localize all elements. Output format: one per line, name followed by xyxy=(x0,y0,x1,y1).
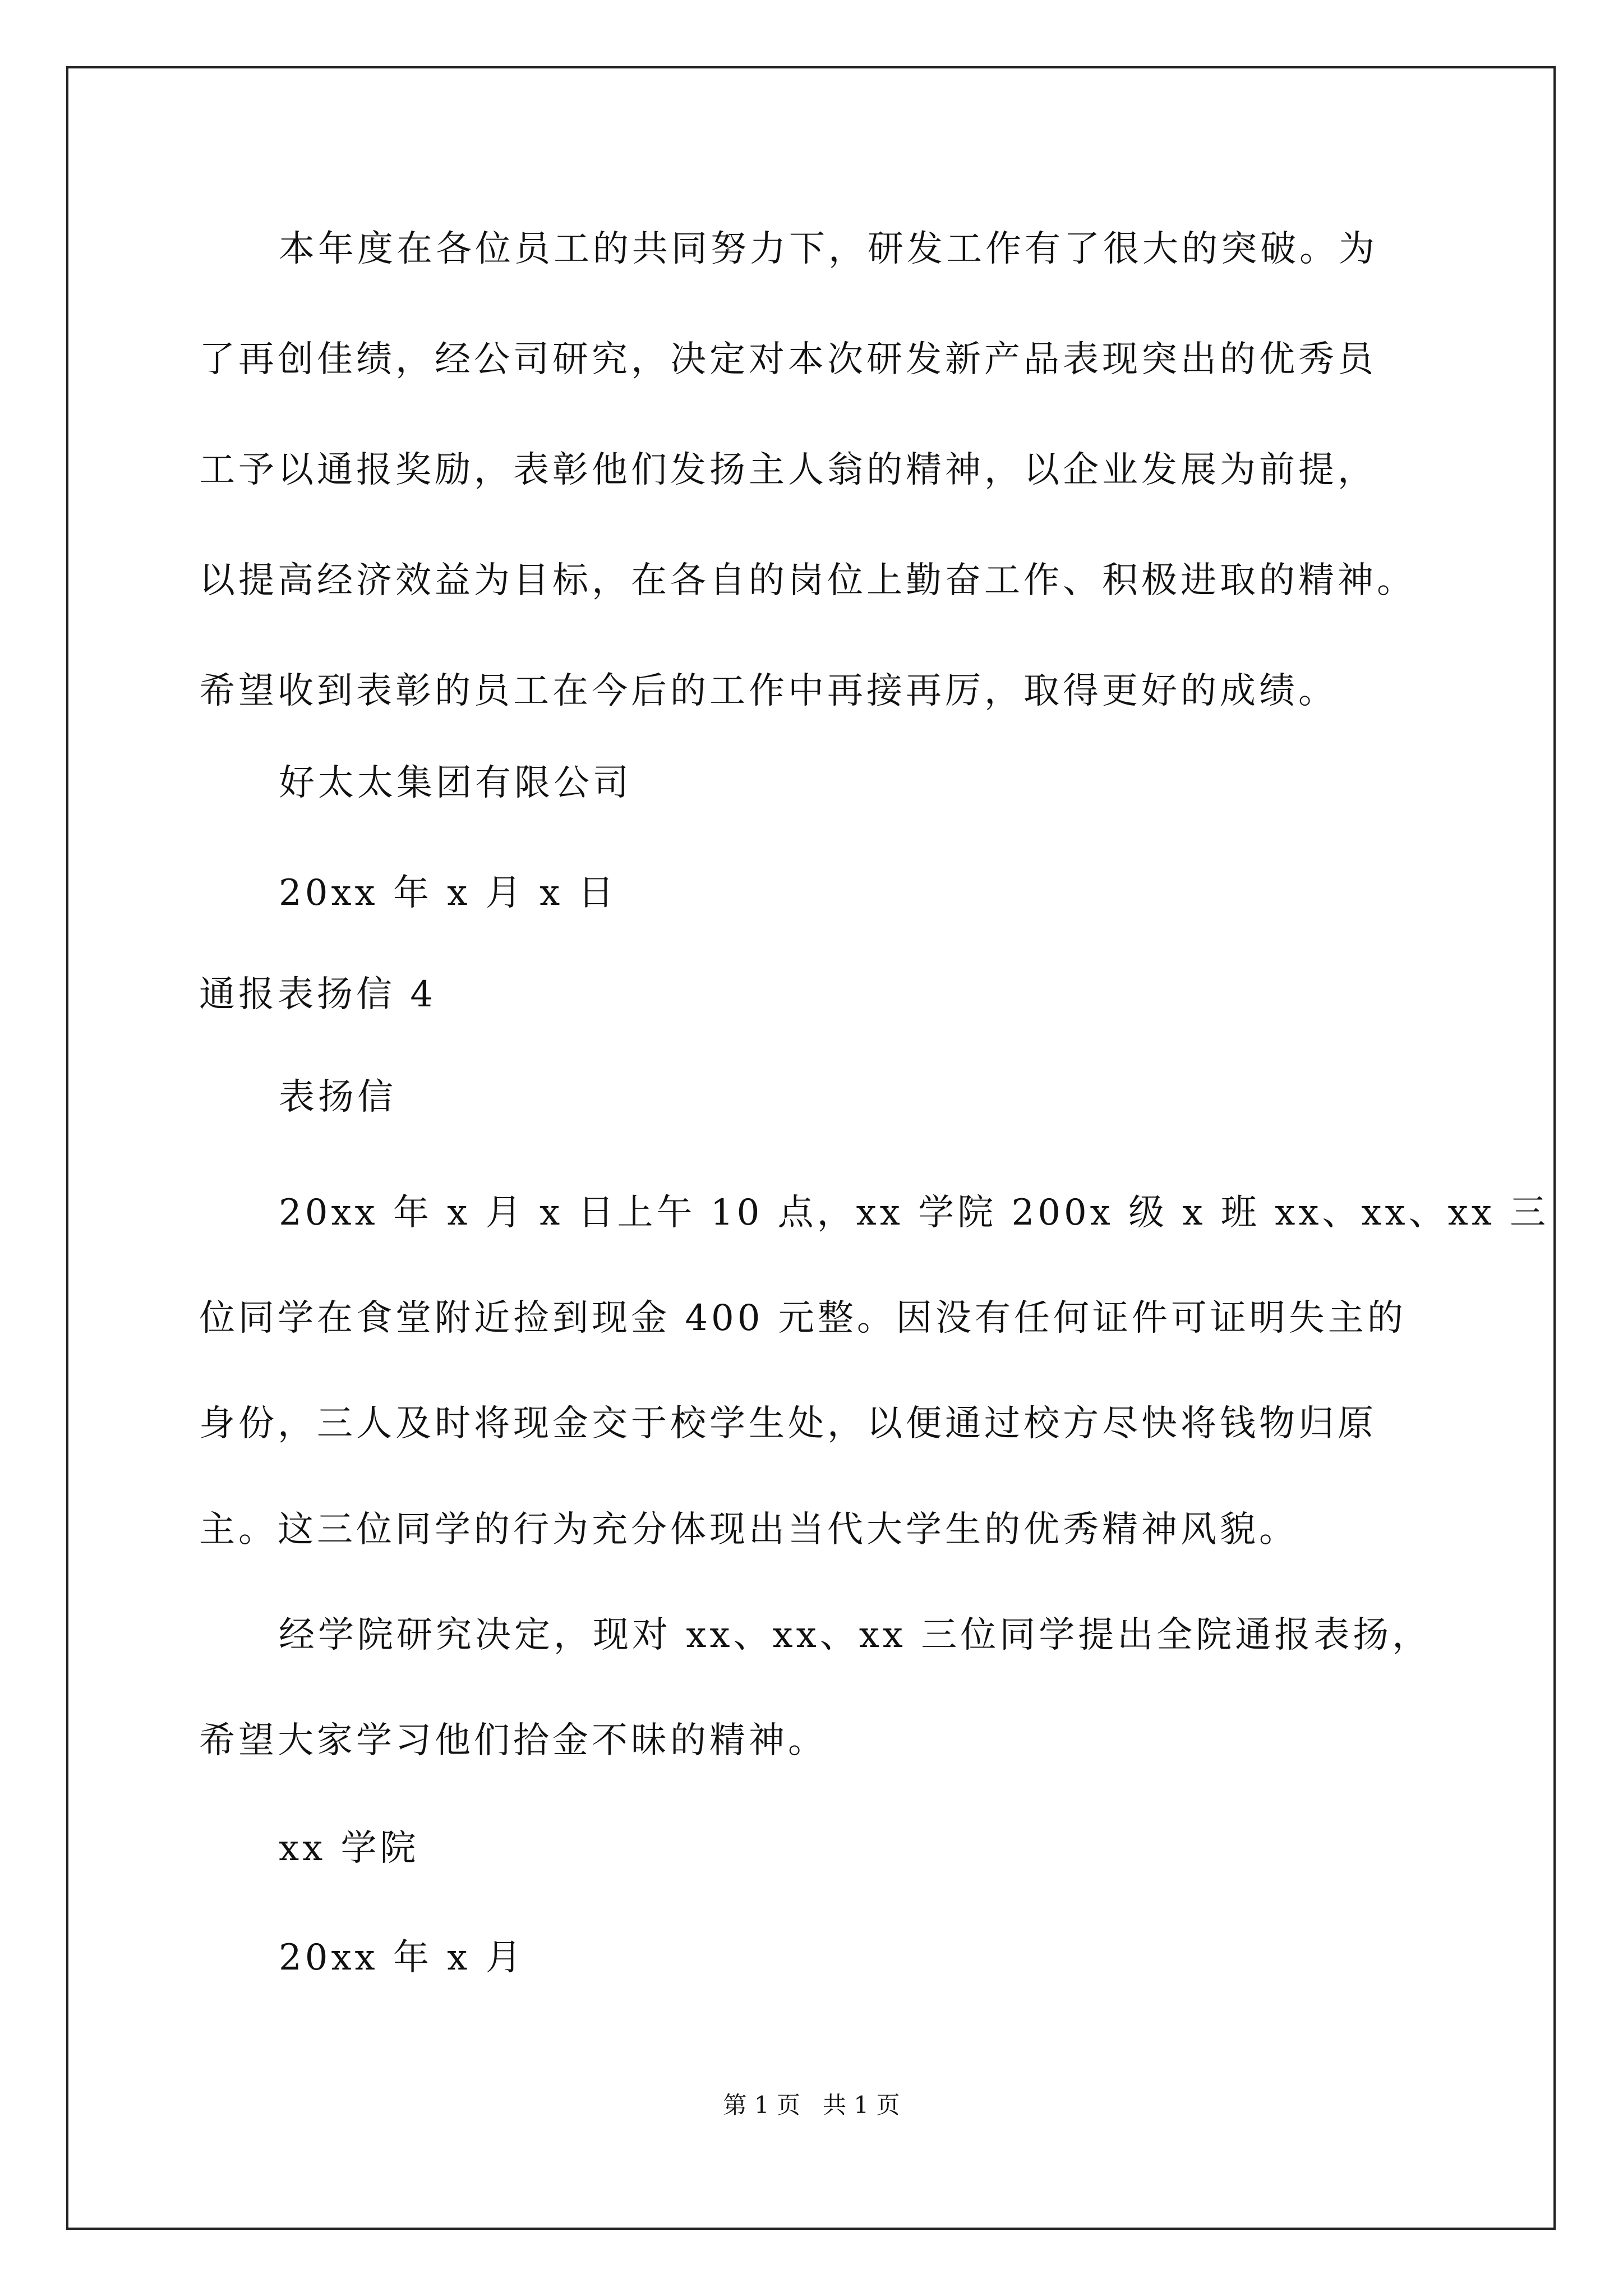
letter-title: 表扬信 xyxy=(279,1076,396,1118)
paragraph-line: 工予以通报奖励，表彰他们发扬主人翁的精神，以企业发展为前提， xyxy=(199,449,1377,491)
signature-company: 好太太集团有限公司 xyxy=(279,762,632,804)
paragraph-line: 了再创佳绩，经公司研究，决定对本次研发新产品表现突出的优秀员 xyxy=(199,339,1377,380)
signature-org: xx 学院 xyxy=(279,1828,419,1869)
page-border xyxy=(66,66,1556,2230)
paragraph-line: 经学院研究决定，现对 xx、xx、xx 三位同学提出全院通报表扬， xyxy=(279,1614,1432,1656)
page-footer: 第 1 页 共 1 页 xyxy=(723,2091,900,2119)
paragraph-line: 主。这三位同学的行为充分体现出当代大学生的优秀精神风貌。 xyxy=(199,1509,1298,1550)
signature-date: 20xx 年 x 月 x 日 xyxy=(279,872,617,914)
paragraph-line: 希望大家学习他们拾金不昧的精神。 xyxy=(199,1720,827,1761)
paragraph-line: 本年度在各位员工的共同努力下，研发工作有了很大的突破。为 xyxy=(279,228,1378,270)
paragraph-line: 身份，三人及时将现金交于校学生处，以便通过校方尽快将钱物归原 xyxy=(199,1403,1377,1444)
paragraph-line: 20xx 年 x 月 x 日上午 10 点，xx 学院 200x 级 x 班 xx、xx、xx 三 xyxy=(279,1192,1550,1234)
paragraph-line: 以提高经济效益为目标，在各自的岗位上勤奋工作、积极进取的精神。 xyxy=(199,560,1416,601)
paragraph-line: 希望收到表彰的员工在今后的工作中再接再厉，取得更好的成绩。 xyxy=(199,670,1338,712)
paragraph-line: 位同学在食堂附近捡到现金 400 元整。因没有任何证件可证明失主的 xyxy=(199,1297,1407,1339)
section-heading: 通报表扬信 4 xyxy=(199,974,437,1015)
signature-date: 20xx 年 x 月 xyxy=(279,1937,525,1978)
